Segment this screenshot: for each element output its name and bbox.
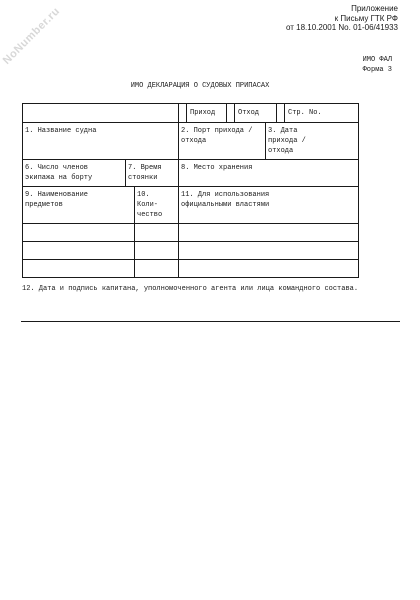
crew-count-field: 6. Число членов экипажа на борту: [25, 164, 93, 182]
table-line: [22, 103, 23, 278]
appendix-line: от 18.10.2001 No. 01-06/41933: [285, 23, 398, 32]
stay-duration-field: 7. Время стоянки: [128, 164, 162, 182]
table-line: [358, 103, 359, 278]
table-line: [22, 122, 359, 123]
appendix-line: Приложение: [351, 4, 398, 13]
ship-name-field: 1. Название судна: [25, 127, 97, 135]
items-column-header: 9. Наименование предметов: [25, 191, 89, 209]
table-line: [186, 103, 187, 122]
table-line: [22, 241, 359, 242]
table-line: [22, 259, 359, 260]
table-line: [178, 186, 179, 278]
watermark: NoNumber.ru: [0, 5, 63, 67]
table-line: [22, 103, 359, 104]
table-line: [125, 159, 126, 186]
appendix-line: к Письму ГТК РФ: [334, 13, 398, 23]
document-title: ИМО ДЕКЛАРАЦИЯ О СУДОВЫХ ПРИПАСАХ: [130, 82, 270, 90]
table-line: [284, 103, 285, 122]
official-use-column-header: 11. Для использования официальными властями: [181, 191, 270, 209]
table-line: [226, 103, 227, 122]
table-line: [178, 159, 179, 186]
port-field: 2. Порт прихода / отхода: [181, 127, 253, 145]
arrival-checkbox-label: Приход: [190, 109, 216, 117]
table-line: [22, 223, 359, 224]
table-line: [22, 159, 359, 160]
date-field: 3. Дата прихода / отхода: [268, 127, 306, 155]
table-line: [22, 186, 359, 187]
table-line: [265, 122, 266, 159]
storage-location-field: 8. Место хранения: [181, 164, 253, 172]
signature-line: [21, 321, 400, 322]
table-line: [134, 186, 135, 278]
table-line: [234, 103, 235, 122]
table-line: [178, 122, 179, 159]
departure-checkbox-label: Отход: [238, 109, 260, 117]
table-line: [276, 103, 277, 122]
quantity-column-header: 10. Коли- чество: [137, 191, 163, 219]
signature-instruction: 12. Дата и подпись капитана, уполномоченного агента или лица командного состава.: [22, 285, 359, 293]
table-line: [178, 103, 179, 122]
table-line: [22, 277, 359, 278]
form-code: ИМО ФАЛ: [362, 56, 392, 64]
form-number: Форма 3: [362, 66, 392, 74]
page-number-label: Стр. No.: [288, 109, 322, 117]
